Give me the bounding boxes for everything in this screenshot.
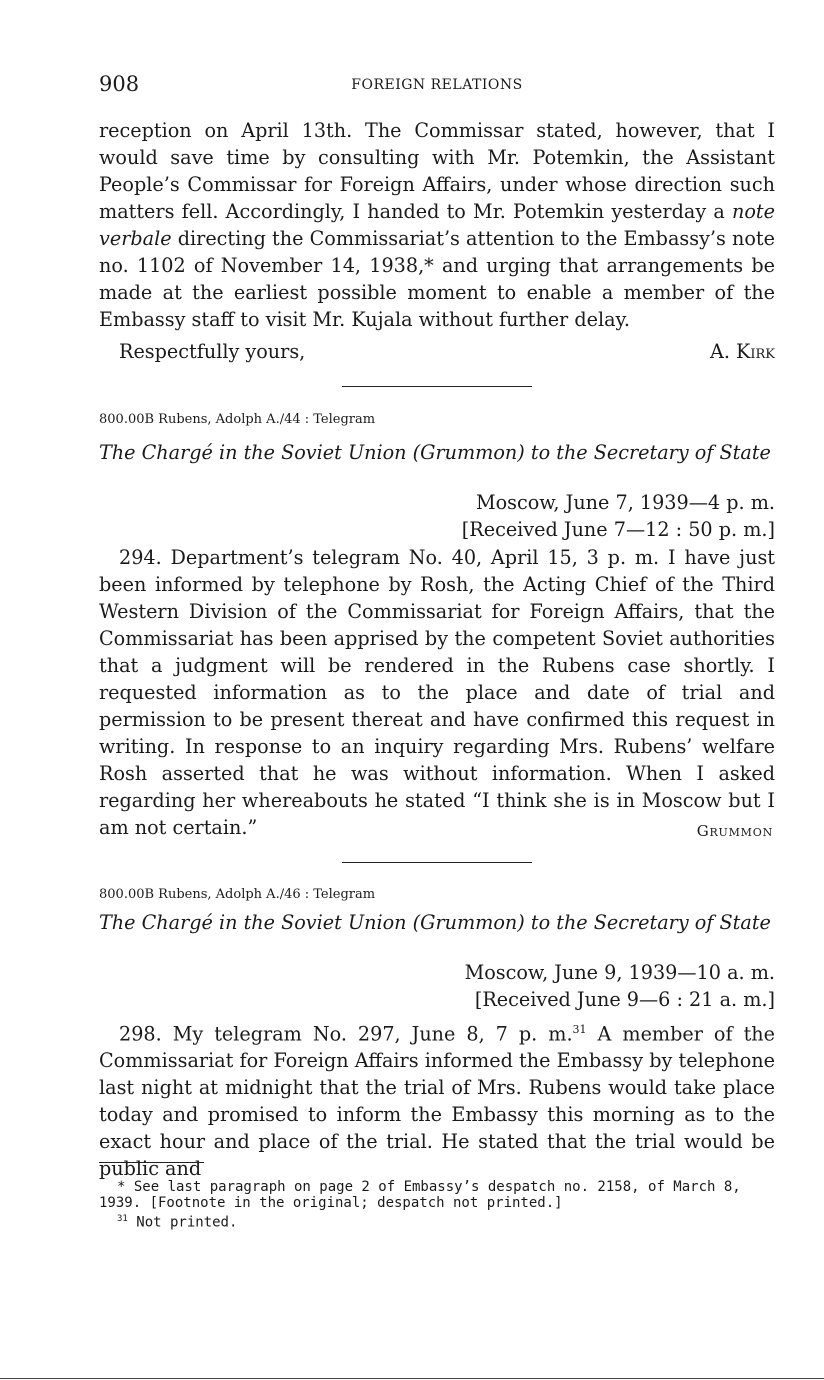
title-suffix: ) to the Secretary of State: [517, 441, 771, 464]
footnote-31: [99, 1211, 779, 1231]
telegram-text: 294. Department’s telegram No. 40, April 15, 3 p. m. I have just been informed by telephone by Rosh, the Acting Chief of the Third Western Division of the Commissariat for Foreign Affairs, that the Commissariat has been apprised by the competent Soviet authorities that a judgment will be rendered in the Rubens case shortly. I requested information as to the place and date of trial and permission to be present thereat and have confirmed this request in writing. In response to an inquiry regarding Mrs. Rubens’ welfare Rosh asserted that he was without information. When I asked regarding her whereabouts he stated “I think she is in Moscow but I am not certain.”: [99, 546, 775, 839]
continuation-text-start: reception on April 13th. The Commissar stated, however, that I would save time by consulting with Mr. Potemkin, the Assistant People’s Commissar for Foreign Affairs, under whose direction such matters fell. Accordingly, I handed to Mr. Potemkin yesterday a: [99, 119, 775, 223]
dateline: [465, 959, 775, 1013]
section-divider: [342, 862, 532, 863]
footnote-31-text: Not printed.: [127, 1214, 238, 1231]
continuation-paragraph: [99, 117, 775, 333]
page-header: [99, 72, 775, 102]
telegram-text-end: A member of the Commissariat for Foreign Affairs informed the Embassy by telephone last night at midnight that the trial of Mrs. Rubens would take place today and promised to inform the Embassy this morning as to the exact hour and place of the trial. He stated that the trial would be public and: [99, 1022, 775, 1181]
dateline-received: [Received June 9—6 : 21 a. m.]: [474, 988, 775, 1011]
closing-salutation: Respectfully yours,: [119, 340, 306, 363]
kirk-signature: A. Kirk: [709, 340, 775, 363]
file-reference: 800.00B Rubens, Adolph A./46 : Telegram: [99, 887, 376, 902]
dateline: [462, 489, 775, 543]
footnote-31-marker: 31: [117, 1214, 128, 1224]
footnote-star: * See last paragraph on page 2 of Embassy’s despatch no. 2158, of March 8, 1939. [Footnote in the original; despatch not printed.]: [99, 1179, 741, 1211]
telegram-body: [99, 544, 775, 841]
telegram-body: [99, 1016, 775, 1182]
continuation-text-end: directing the Commissariat’s attention to the Embassy’s note no. 1102 of November 14, 1938,* and urging that arrangements be made at the earliest possible moment to enable a member of the Embassy staff to visit Mr. Kujala without further delay.: [99, 227, 775, 331]
page-number: 908: [99, 72, 140, 96]
file-reference: 800.00B Rubens, Adolph A./44 : Telegram: [99, 412, 376, 427]
dateline-sent: Moscow, June 7, 1939—4 p. m.: [475, 491, 775, 514]
page-bottom-edge: [0, 1378, 824, 1379]
title-prefix: The Chargé in the Soviet Union (: [99, 911, 421, 934]
document-title: [99, 911, 775, 934]
note-verbale-phrase: note verbale: [99, 200, 775, 250]
section-divider: [342, 386, 532, 387]
running-head: FOREIGN RELATIONS: [351, 77, 523, 93]
footnote-divider: [99, 1162, 204, 1163]
title-name: Grummon: [420, 441, 518, 464]
title-name: Grummon: [420, 911, 518, 934]
closing-line: [99, 338, 775, 365]
dateline-received: [Received June 7—12 : 50 p. m.]: [461, 518, 775, 541]
title-prefix: The Chargé in the Soviet Union (: [99, 441, 421, 464]
footnotes: [99, 1179, 779, 1231]
dateline-sent: Moscow, June 9, 1939—10 a. m.: [464, 961, 775, 984]
footnote-reference: 31: [572, 1023, 587, 1036]
title-suffix: ) to the Secretary of State: [517, 911, 771, 934]
document-title: [99, 441, 775, 464]
telegram-text-start: 298. My telegram No. 297, June 8, 7 p. m.: [119, 1022, 573, 1046]
grummon-signature: Grummon: [696, 822, 773, 840]
